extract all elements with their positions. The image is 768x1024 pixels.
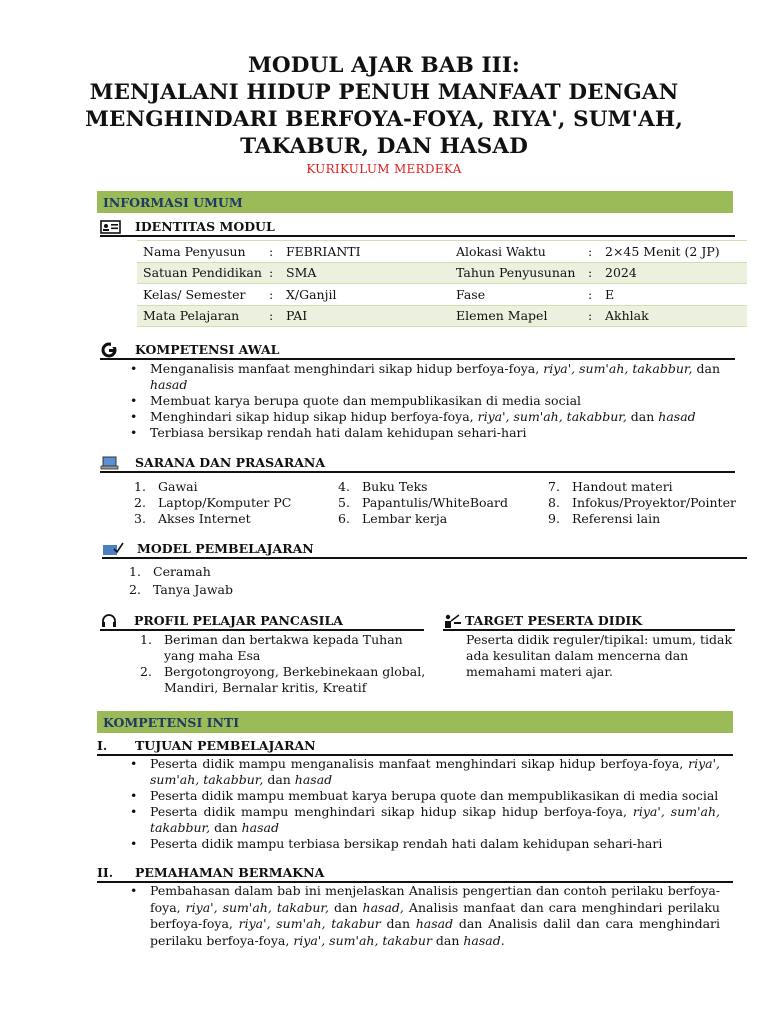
profil-label: PROFIL PELAJAR PANCASILA: [134, 613, 343, 628]
list-item: 8. Infokus/Proyektor/Pointer: [548, 495, 736, 510]
sarana-label: SARANA DAN PRASARANA: [135, 455, 326, 470]
list-item: yang maha Esa: [164, 648, 261, 663]
list-item: 2. Laptop/Komputer PC: [134, 495, 292, 510]
list-item: 2. Bergotongroyong, Berkebinekaan global,: [140, 664, 426, 679]
table-row: [137, 284, 747, 306]
field-value: FEBRIANTI: [286, 241, 456, 263]
section-number: I.: [97, 738, 108, 753]
pemahaman-paragraph: • Pembahasan dalam bab ini menjelaskan Analisis pengertian dan contoh perilaku berfoya-foya, riya', sum'ah, takabur, dan hasad, Analisis manfaat dan cara menghindari perilaku berfoya-foya, riya', sum'ah, takabur dan hasad dan Analisis dalil dan cara menghindari perilaku berfoya-foya, riya', sum'ah, takabur dan hasad.: [128, 883, 720, 949]
list-item: 2. Tanya Jawab: [129, 582, 233, 597]
field-separator: :: [588, 284, 605, 306]
title-line-4: TAKABUR, DAN HASAD: [240, 134, 528, 159]
sarana-col-3: [548, 479, 736, 527]
list-item: • Menganalisis manfaat menghindari sikap hidup berfoya-foya, riya', sum'ah, takabbur, dan hasad: [128, 361, 720, 393]
list-item: 1. Ceramah: [129, 564, 211, 579]
list-item: • Menghindari sikap hidup sikap hidup berfoya-foya, riya', sum'ah, takabbur, dan hasad: [128, 409, 720, 425]
section-number: II.: [97, 865, 114, 880]
identitas-modul-label: IDENTITAS MODUL: [135, 219, 275, 234]
kompetensi-awal-header: [100, 342, 735, 360]
sarana-col-1: [134, 479, 291, 527]
title-line-2: MENJALANI HIDUP PENUH MANFAAT DENGAN: [89, 80, 679, 105]
field-label: Tahun Penyusunan: [456, 262, 588, 284]
table-row: [137, 305, 747, 327]
pemahaman-header: [97, 865, 733, 883]
list-item: Mandiri, Bernalar kritis, Kreatif: [164, 680, 367, 695]
table-row: [137, 262, 747, 284]
list-item: • Peserta didik mampu menghindari sikap hidup sikap hidup berfoya-foya, riya', sum'ah, takabbur, dan hasad: [128, 804, 720, 836]
field-label: Mata Pelajaran: [137, 305, 269, 327]
field-value: SMA: [286, 262, 456, 284]
headset-icon: [100, 613, 120, 629]
informasi-umum-label: INFORMASI UMUM: [103, 195, 243, 210]
sarana-col-2: [338, 479, 508, 527]
field-value: X/Ganjil: [286, 284, 456, 306]
tujuan-header: [97, 738, 733, 756]
list-item: 9. Referensi lain: [548, 511, 661, 526]
list-item: • Membuat karya berupa quote dan mempublikasikan di media social: [128, 393, 720, 409]
table-row: [137, 241, 747, 263]
tujuan-label: TUJUAN PEMBELAJARAN: [135, 738, 316, 753]
kompetensi-awal-label: KOMPETENSI AWAL: [135, 342, 280, 357]
teacher-icon: [443, 613, 463, 629]
field-label: Elemen Mapel: [456, 305, 588, 327]
kompetensi-inti-label: KOMPETENSI INTI: [103, 715, 240, 730]
identitas-table: [137, 240, 747, 327]
field-separator: :: [269, 262, 286, 284]
field-value: 2024: [605, 262, 747, 284]
field-label: Satuan Pendidikan: [137, 262, 269, 284]
gear-g-icon: [100, 342, 122, 358]
list-item: 7. Handout materi: [548, 479, 673, 494]
pemahaman-label: PEMAHAMAN BERMAKNA: [135, 865, 325, 880]
field-value: E: [605, 284, 747, 306]
target-label: TARGET PESERTA DIDIK: [465, 613, 643, 628]
module-title-block: [0, 52, 768, 176]
model-list: [129, 563, 233, 599]
list-item: • Peserta didik mampu menganalisis manfaat menghindari sikap hidup berfoya-foya, riya', sum'ah, takabbur, dan hasad: [128, 756, 720, 788]
field-separator: :: [588, 305, 605, 327]
tujuan-list: [128, 756, 720, 852]
list-item: 5. Papantulis/WhiteBoard: [338, 495, 508, 510]
profil-list: [140, 632, 425, 696]
identitas-modul-header: [100, 219, 735, 237]
kompetensi-awal-list: [128, 361, 720, 441]
field-separator: :: [269, 305, 286, 327]
profil-header: [100, 613, 424, 631]
field-label: Alokasi Waktu: [456, 241, 588, 263]
target-header: [443, 613, 735, 631]
model-header: [102, 541, 747, 559]
list-item: • Terbiasa bersikap rendah hati dalam kehidupan sehari-hari: [128, 425, 720, 441]
field-separator: :: [269, 284, 286, 306]
field-label: Kelas/ Semester: [137, 284, 269, 306]
list-item: 1. Gawai: [134, 479, 198, 494]
list-item: 1. Beriman dan bertakwa kepada Tuhan: [140, 632, 403, 647]
title-line-3: MENGHINDARI BERFOYA-FOYA, RIYA', SUM'AH,: [85, 107, 683, 132]
id-card-icon: [100, 219, 122, 235]
list-item: • Peserta didik mampu membuat karya berupa quote dan mempublikasikan di media social: [128, 788, 720, 804]
target-text: Peserta didik reguler/tipikal: umum, tidak ada kesulitan dalam mencerna dan memahami materi ajar.: [466, 632, 733, 679]
pemahaman-list: [128, 883, 720, 949]
field-value: 2×45 Menit (2 JP): [605, 241, 747, 263]
informasi-umum-band: [97, 191, 733, 213]
curriculum-subtitle: KURIKULUM MERDEKA: [306, 162, 462, 176]
list-item: 3. Akses Internet: [134, 511, 251, 526]
field-label: Nama Penyusun: [137, 241, 269, 263]
whiteboard-check-icon: [102, 541, 124, 557]
kompetensi-inti-band: [97, 711, 733, 733]
list-item: 4. Buku Teks: [338, 479, 428, 494]
model-label: MODEL PEMBELAJARAN: [137, 541, 314, 556]
field-value: Akhlak: [605, 305, 747, 327]
field-separator: :: [269, 241, 286, 263]
title-line-1: MODUL AJAR BAB III:: [248, 53, 520, 78]
list-item: 6. Lembar kerja: [338, 511, 448, 526]
sarana-header: [100, 455, 735, 473]
list-item: • Peserta didik mampu terbiasa bersikap rendah hati dalam kehidupan sehari-hari: [128, 836, 720, 852]
field-label: Fase: [456, 284, 588, 306]
laptop-icon: [100, 455, 122, 471]
field-separator: :: [588, 241, 605, 263]
field-separator: :: [588, 262, 605, 284]
field-value: PAI: [286, 305, 456, 327]
